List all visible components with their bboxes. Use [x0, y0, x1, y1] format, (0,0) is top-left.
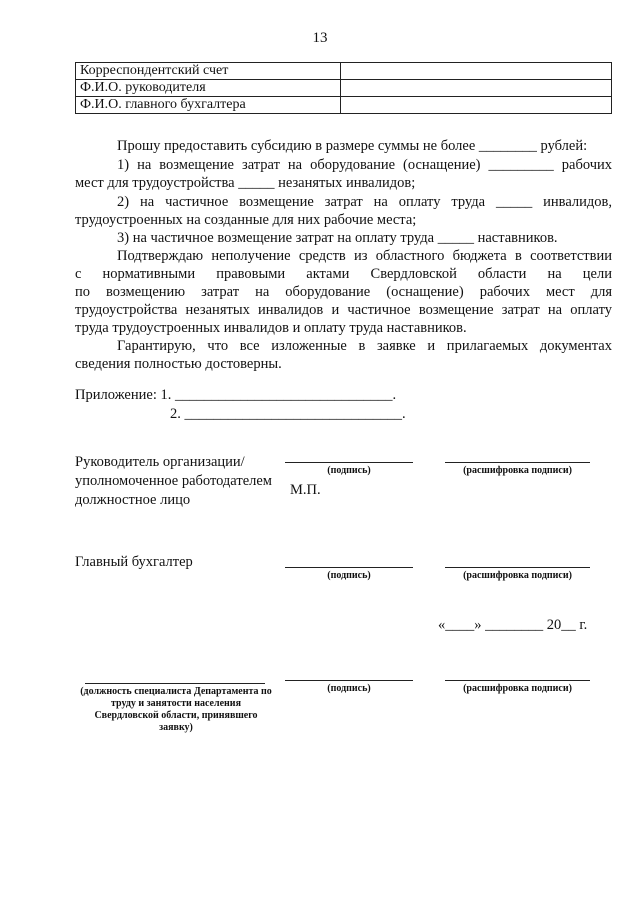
- confirm-line2: с нормативными правовыми актами Свердловской области на цели: [75, 266, 612, 282]
- stamp-placeholder: М.П.: [290, 482, 321, 498]
- row-value: [341, 80, 612, 97]
- request-paragraph: Прошу предоставить субсидию в размере суммы не более ________ рублей:: [117, 138, 588, 154]
- date-line: «____» ________ 20__ г.: [438, 617, 588, 633]
- specialist-caption: (должность специалиста Департамента по труду и занятости населения Свердловской области, принявшего заявку): [80, 686, 272, 733]
- row-value: [341, 63, 612, 80]
- row-label: Корреспондентский счет: [76, 63, 341, 80]
- item2-line2: трудоустроенных на созданные для них рабочие места;: [75, 212, 417, 228]
- head-signature-caption: (подпись): [327, 465, 371, 476]
- item2-line1: 2) на частичное возмещение затрат на оплату труда _____ инвалидов,: [117, 194, 612, 210]
- accountant-decoding-line: [445, 567, 590, 568]
- row-label: Ф.И.О. главного бухгалтера: [76, 97, 341, 114]
- specialist-signature-caption: (подпись): [327, 683, 371, 694]
- specialist-signature-line: [285, 680, 413, 681]
- guarantee-line1: Гарантирую, что все изложенные в заявке и прилагаемых документах: [117, 338, 612, 354]
- confirm-line3: по возмещению затрат на оборудование (оснащение) рабочих мест для: [75, 284, 612, 300]
- requisites-table: [75, 62, 612, 114]
- confirm-line4: трудоустройства незанятых инвалидов и частичное возмещение затрат на оплату: [75, 302, 612, 318]
- accountant-decoding-caption: (расшифровка подписи): [463, 570, 572, 581]
- head-signature-line: [285, 462, 413, 463]
- specialist-decoding-caption: (расшифровка подписи): [463, 683, 572, 694]
- accountant-signature-line: [285, 567, 413, 568]
- page-number: 13: [312, 30, 328, 46]
- head-decoding-line: [445, 462, 590, 463]
- table-row: [76, 63, 612, 80]
- attachment-2: 2. ______________________________.: [170, 406, 406, 422]
- specialist-position-line: [85, 683, 265, 684]
- row-label: Ф.И.О. руководителя: [76, 80, 341, 97]
- accountant-label: Главный бухгалтер: [75, 554, 193, 570]
- table-row: [76, 80, 612, 97]
- confirm-line5: труда трудоустроенных инвалидов и оплату труда наставников.: [75, 320, 467, 336]
- item1-line1: 1) на возмещение затрат на оборудование (оснащение) _________ рабочих: [117, 157, 612, 173]
- head-decoding-caption: (расшифровка подписи): [463, 465, 572, 476]
- confirm-line1: Подтверждаю неполучение средств из областного бюджета в соответствии: [117, 248, 612, 264]
- guarantee-line2: сведения полностью достоверны.: [75, 356, 282, 372]
- head-label: Руководитель организации/ уполномоченное работодателем должностное лицо: [75, 454, 272, 508]
- item3-line: 3) на частичное возмещение затрат на оплату труда _____ наставников.: [117, 230, 558, 246]
- item1-line2: мест для трудоустройства _____ незанятых инвалидов;: [75, 175, 416, 191]
- row-value: [341, 97, 612, 114]
- specialist-decoding-line: [445, 680, 590, 681]
- table-row: [76, 97, 612, 114]
- accountant-signature-caption: (подпись): [327, 570, 371, 581]
- attachment-1: Приложение: 1. ______________________________.: [75, 387, 397, 403]
